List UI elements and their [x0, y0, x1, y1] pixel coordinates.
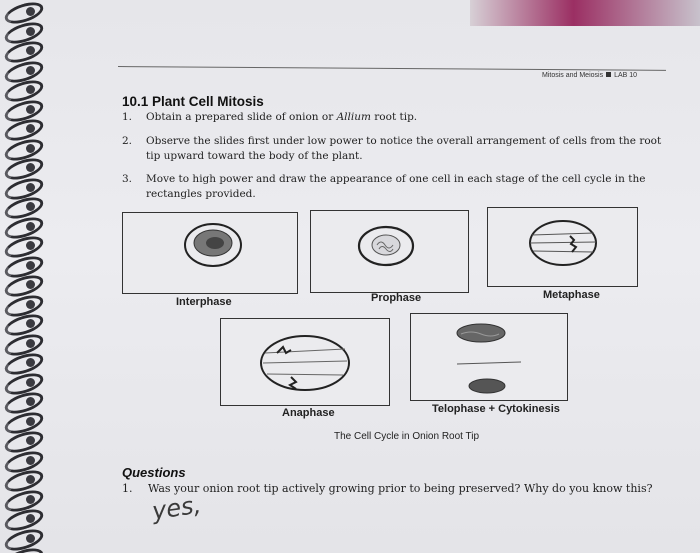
binding-hole — [26, 124, 35, 133]
step-3 — [122, 172, 662, 204]
book-edge-strip — [470, 0, 700, 26]
telophase-label: Telophase + Cytokinesis — [432, 403, 560, 415]
section-title: 10.1 Plant Cell Mitosis — [122, 94, 264, 109]
running-head-lab: LAB 10 — [614, 72, 638, 79]
question-text: Was your onion root tip actively growing prior to being preserved? Why do you know this? — [148, 482, 653, 495]
running-head — [542, 72, 637, 79]
binding-hole — [26, 105, 35, 114]
binding-hole — [26, 183, 35, 192]
prophase-drawing-box — [310, 210, 469, 293]
binding-hole — [26, 417, 35, 426]
interphase-cell-drawing — [123, 213, 297, 293]
anaphase-label: Anaphase — [282, 407, 335, 419]
binding-hole — [26, 241, 35, 250]
interphase-drawing-box — [122, 212, 298, 294]
binding-hole — [26, 378, 35, 387]
binding-hole — [26, 163, 35, 172]
binding-hole — [26, 222, 35, 231]
step-text-line-2: tip upward toward the body of the plant. — [146, 150, 363, 162]
question-number: 1. — [122, 482, 133, 495]
binding-hole — [26, 514, 35, 523]
binding-hole — [26, 339, 35, 348]
binding-hole — [26, 300, 35, 309]
step-number: 3. — [122, 173, 133, 185]
binding-hole — [26, 397, 35, 406]
header-rule — [118, 66, 666, 71]
binding-hole — [26, 46, 35, 55]
binding-hole — [26, 144, 35, 153]
running-head-text: Mitosis and Meiosis — [542, 72, 604, 79]
binding-hole — [26, 475, 35, 484]
questions-heading: Questions — [122, 465, 186, 480]
handwritten-answer: yes, — [150, 490, 203, 526]
figure-caption: The Cell Cycle in Onion Root Tip — [334, 431, 480, 442]
anaphase-drawing-box — [220, 318, 390, 406]
prophase-label: Prophase — [371, 292, 422, 304]
binding-hole — [26, 27, 35, 36]
binding-hole — [26, 280, 35, 289]
binding-hole — [26, 534, 35, 543]
binding-hole — [26, 436, 35, 445]
binding-hole — [26, 202, 35, 211]
step-number: 1. — [122, 111, 133, 123]
metaphase-cell-drawing — [488, 208, 637, 286]
binding-hole — [26, 319, 35, 328]
telophase-drawing-box — [410, 313, 568, 401]
step-number: 2. — [122, 135, 133, 147]
binding-hole — [26, 358, 35, 367]
interphase-label: Interphase — [176, 296, 232, 308]
step-1 — [122, 110, 642, 126]
step-text-line-1: Observe the slides first under low power to notice the overall arrangement of cells from the root — [146, 135, 662, 147]
square-bullet-icon — [606, 72, 611, 77]
prophase-cell-drawing — [311, 211, 468, 292]
step-text-line-2: rectangles provided. — [146, 188, 256, 200]
anaphase-cell-drawing — [221, 319, 389, 405]
metaphase-drawing-box — [487, 207, 638, 287]
metaphase-label: Metaphase — [543, 289, 600, 301]
binding-hole — [26, 7, 35, 16]
step-2 — [122, 134, 662, 166]
binding-hole — [26, 66, 35, 75]
binding-hole — [26, 261, 35, 270]
telophase-cell-drawing — [411, 314, 567, 400]
step-text-line-1: Move to high power and draw the appearance of one cell in each stage of the cell cycle in the — [146, 173, 646, 185]
step-text: Obtain a prepared slide of onion or Allium root tip. — [146, 111, 418, 123]
binding-hole — [26, 456, 35, 465]
binding-hole — [26, 85, 35, 94]
spiral-binding — [0, 0, 44, 553]
question-1 — [122, 482, 652, 495]
binding-hole — [26, 495, 35, 504]
